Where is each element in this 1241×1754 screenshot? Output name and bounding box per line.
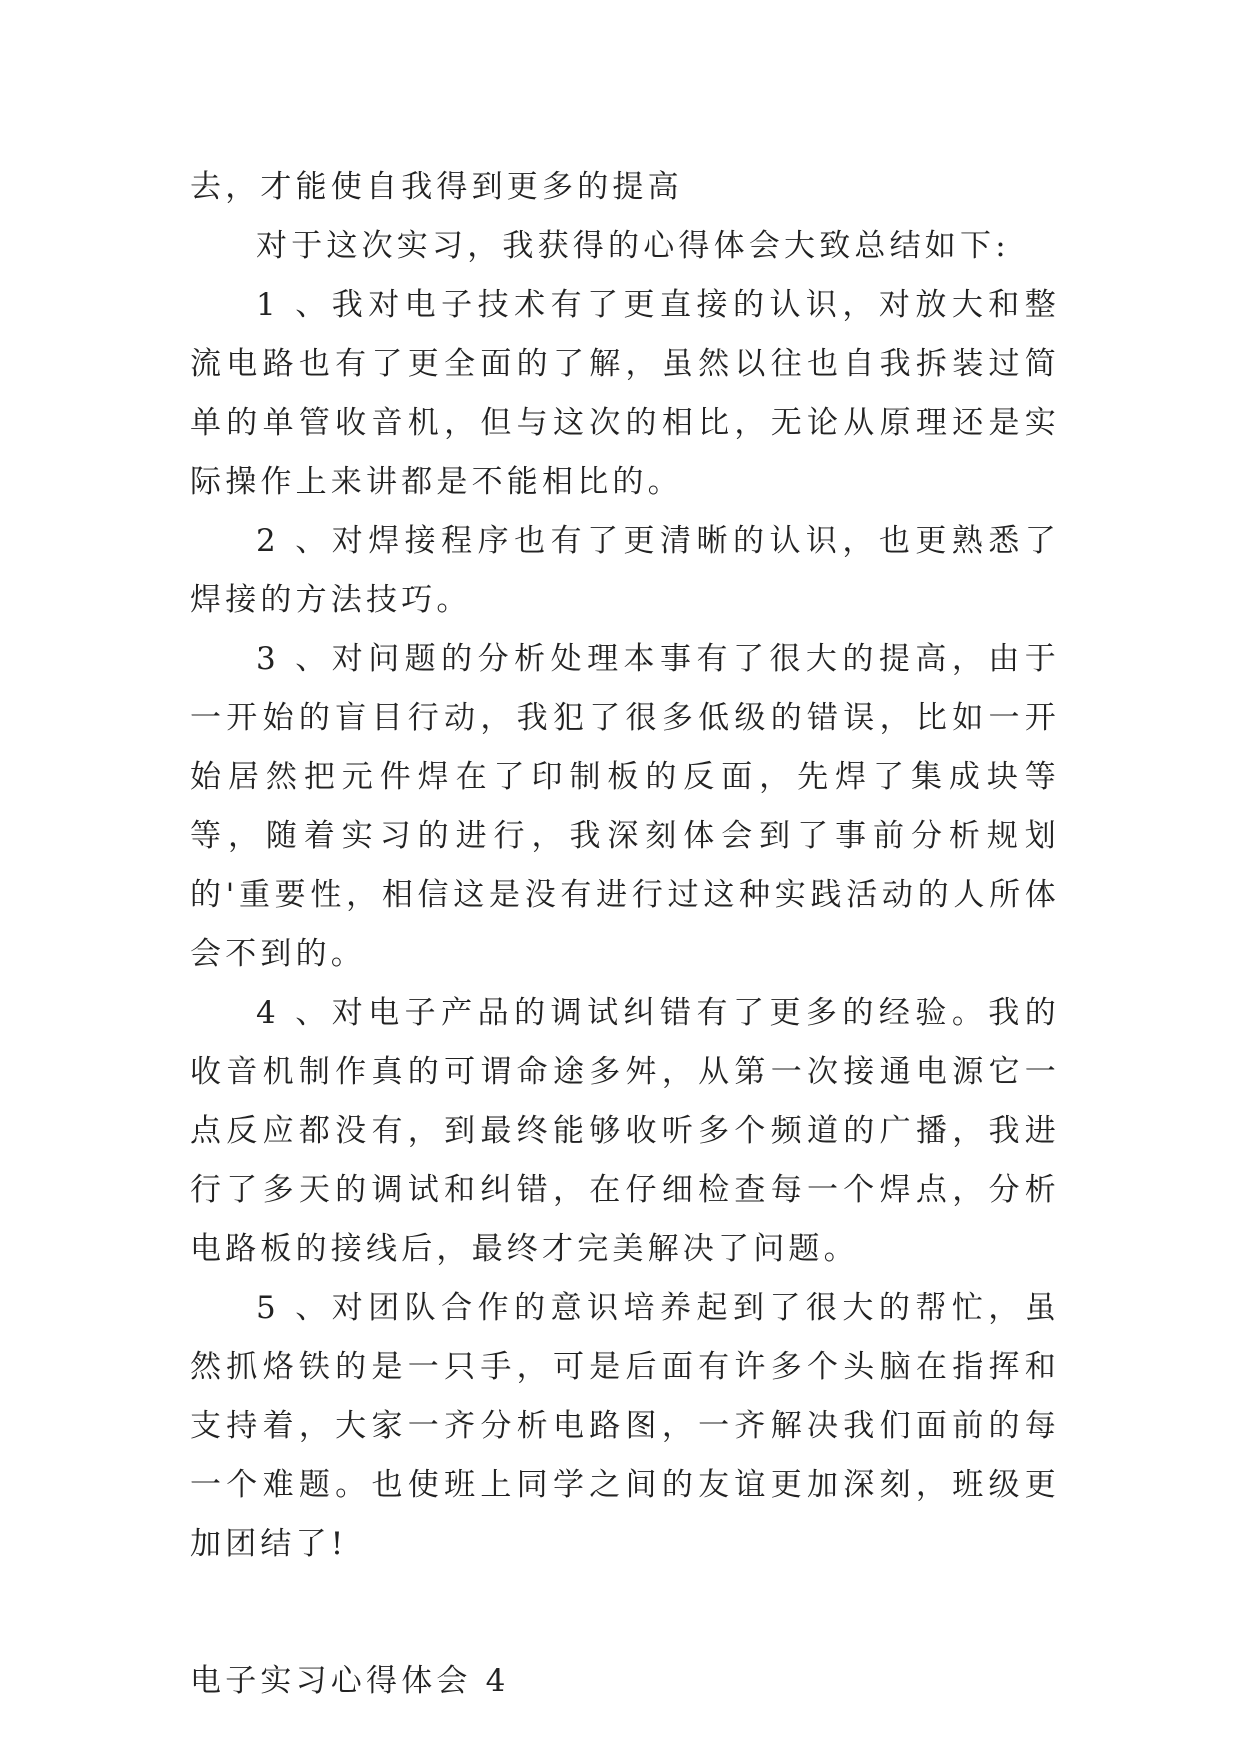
paragraph-point-4: 4 、对电子产品的调试纠错有了更多的经验。我的收音机制作真的可谓命途多舛，从第一次接通电源它一点反应都没有，到最终能够收听多个频道的广播，我进行了多天的调试和纠错，在仔细检查每一个焊点，分析电路板的接线后，最终才完美解决了问题。	[190, 995, 1060, 1267]
paragraph-point-3: 3 、对问题的分析处理本事有了很大的提高，由于一开始的盲目行动，我犯了很多低级的错误，比如一开始居然把元件焊在了印制板的反面，先焊了集成块等等，随着实习的进行，我深刻体会到了事前分析规划的'重要性，相信这是没有进行过这种实践活动的人所体会不到的。	[190, 641, 1060, 972]
paragraph-point-1: 1 、我对电子技术有了更直接的认识，对放大和整流电路也有了更全面的了解，虽然以往也自我拆装过简单的单管收音机，但与这次的相比，无论从原理还是实际操作上来讲都是不能相比的。	[190, 287, 1060, 500]
paragraph-point-5: 5 、对团队合作的意识培养起到了很大的帮忙，虽然抓烙铁的是一只手，可是后面有许多个头脑在指挥和支持着，大家一齐分析电路图，一齐解决我们面前的每一个难题。也使班上同学之间的友谊更加深刻，班级更加团结了!	[190, 1290, 1060, 1562]
document-body	[190, 158, 1060, 1711]
paragraph-continuation: 去，才能使自我得到更多的提高	[190, 169, 683, 205]
paragraph-point-2: 2 、对焊接程序也有了更清晰的认识，也更熟悉了焊接的方法技巧。	[190, 523, 1060, 618]
section-heading: 电子实习心得体会 4	[190, 1663, 510, 1699]
paragraph-intro: 对于这次实习，我获得的心得体会大致总结如下:	[256, 228, 1010, 264]
